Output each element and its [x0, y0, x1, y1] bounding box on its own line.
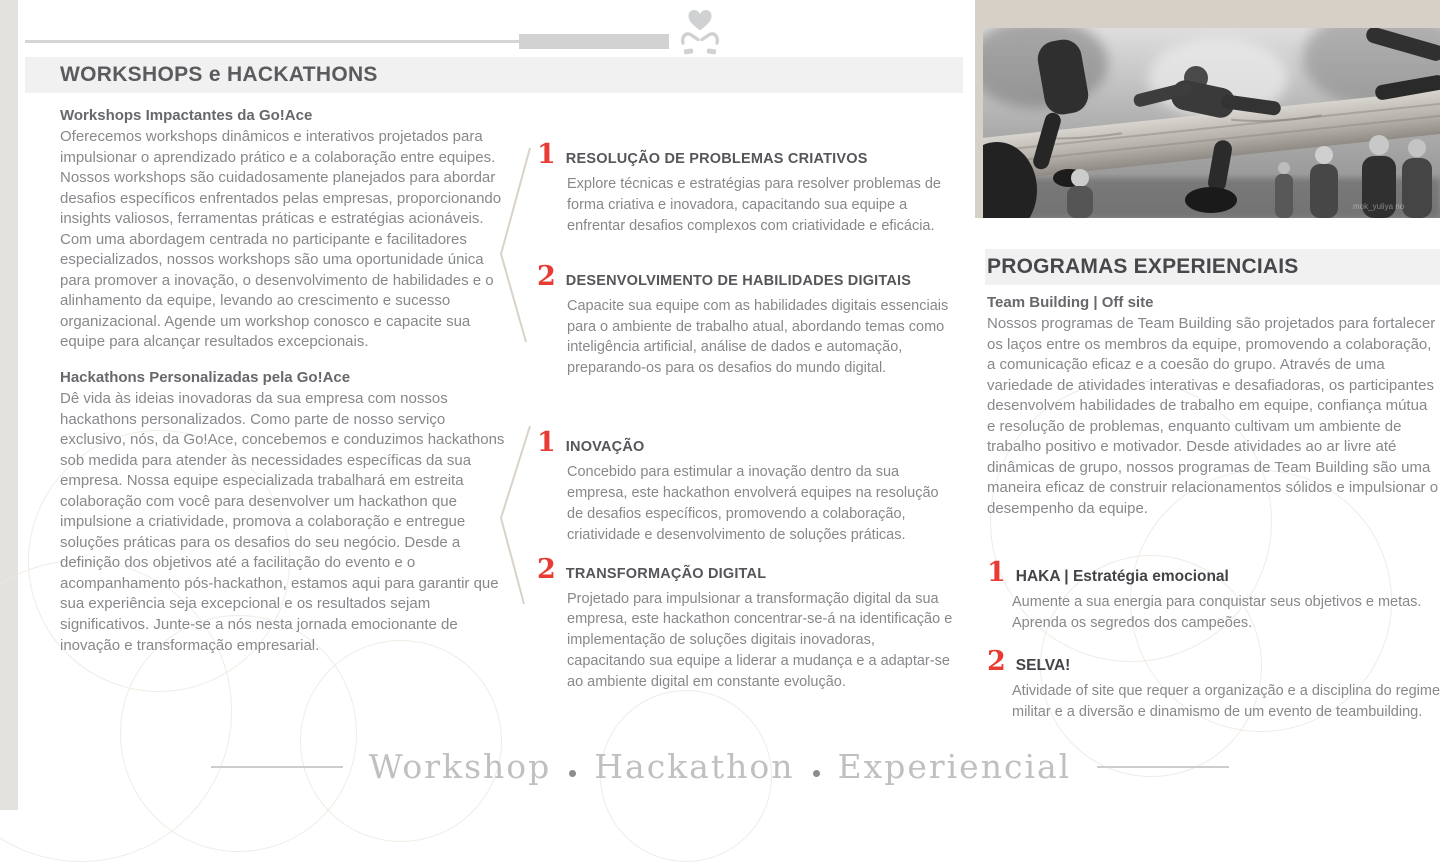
footer-line-right [1097, 766, 1229, 768]
item-title: INOVAÇÃO [565, 439, 645, 455]
footer-word: Hackathon [594, 747, 795, 786]
photo-watermark: mok_yuliya no [1353, 202, 1405, 211]
item-body: Atividade of site que requer a organização e a disciplina do regime militar e a diversão e dinamismo de um evento de teambuilding. [1012, 682, 1440, 720]
footer-line-left [211, 766, 343, 768]
footer [0, 747, 1440, 786]
workshops-title-bar [25, 57, 963, 93]
hackathons-block-body: Dê vida às ideias inovadoras da sua empresa com nossos hackathons personalizados. Como parte de nosso serviço exclusivo, nós, da Go!Ace, concebemos e conduzimos hackathons sob medida para atender às necessidades específicas da sua empresa. Nossa equipe especializada trabalhará em estreita colaboração com você para desenvolver um hackathon que impulsione a criatividade, promova a colaboração e entregue soluções práticas para os desafios do seu negócio. Desde a definição dos objetivos até a facilitação do evento e o acompanhamento pós-hackathon, estamos aqui para garantir que sua experiência seja excepcional e os resultados sejam significativos. Junte-se a nós nesta jornada emocionante de inovação e transformação empresarial. [60, 390, 505, 654]
item-body: Explore técnicas e estratégias para resolver problemas de forma criativa e inovadora, capacitando sua equipe a enfrentar desafios complexos com criatividade e eficácia. [567, 176, 941, 234]
footer-word: Workshop [368, 747, 552, 786]
list-item [537, 429, 957, 546]
experiential-programs-list [987, 559, 1440, 737]
programas-title-bar [985, 249, 1440, 285]
header-accent-bar [519, 34, 669, 49]
teambuilding-heading: Team Building | Off site [987, 294, 1154, 311]
list-item [537, 141, 957, 237]
page-title: WORKSHOPS e HACKATHONS [60, 63, 378, 86]
item-title: HAKA | Estratégia emocional [1015, 568, 1229, 585]
section-title: PROGRAMAS EXPERIENCIAIS [987, 255, 1299, 278]
heart-in-hands-icon [676, 5, 724, 57]
hackathon-topics-list [537, 429, 957, 703]
right-text-column [987, 294, 1439, 535]
teambuilding-photo [983, 28, 1440, 218]
teambuilding-body: Nossos programas de Team Building são projetados para fortalecer os laços entre os membros da equipe, promovendo a colaboração, a comunicação eficaz e a coesão do grupo. Através de uma variedade de atividades interativas e desafiadoras, os participantes desenvolvem habilidades de trabalho em equipe, confiança mútua e resolução de problemas, enquanto cultivam um ambiente de trabalho positivo e motivador. Desde atividades ao ar livre até dinâmicas de grupo, nossos programas de Team Building são uma maneira eficaz de construir relacionamentos sólidos e impulsionar o desempenho da equipe. [987, 315, 1439, 517]
item-body: Aumente a sua energia para conquistar seus objetivos e metas. Aprenda os segredos dos campeões. [1012, 594, 1422, 631]
item-number: 1 [537, 139, 556, 170]
item-number: 2 [537, 553, 556, 585]
item-number: 2 [537, 260, 556, 292]
workshops-block-heading: Workshops Impactantes da Go!Ace [60, 107, 313, 124]
dot-separator [569, 770, 576, 777]
list-item [537, 260, 957, 380]
footer-tagline [369, 747, 1071, 786]
list-item [987, 559, 1440, 634]
item-body: Capacite sua equipe com as habilidades digitais essenciais para o ambiente de trabalho atual, abordando temas como inteligência artificial, análise de dados e automação, preparando-os para os desafios do mundo digital. [567, 297, 949, 377]
item-title: TRANSFORMAÇÃO DIGITAL [565, 565, 767, 582]
list-item [987, 645, 1440, 723]
workshop-topics-list [537, 141, 957, 389]
obstacle-course-photo-illustration [983, 28, 1440, 218]
workshops-block-body: Oferecemos workshops dinâmicos e interativos projetados para impulsionar o aprendizado prático e a colaboração entre equipes. Nossos workshops são cuidadosamente planejados para abordar desafios específicos enfrentados pelas empresas, proporcionando insights valiosos, ferramentas práticas e estratégias acionáveis. Com uma abordagem centrada no participante e facilitadores especializados, nossos workshops são uma oportunidade única para promover a inovação, o desenvolvimento de habilidades e o alinhamento da equipe, levando ao crescimento e sucesso organizacional. Agende um workshop conosco e capacite sua equipe para alcançar resultados excepcionais. [60, 128, 502, 351]
item-title: SELVA! [1015, 656, 1071, 674]
item-number: 1 [537, 427, 556, 458]
item-body: Projetado para impulsionar a transformação digital da sua empresa, este hackathon concentrar-se-á na identificação e implementação de soluções digitais inovadoras, capacitando sua equipe a liderar a mudança e a adaptar-se ao ambiente digital em constante evolução. [567, 590, 953, 690]
photo-panel [975, 0, 1440, 218]
item-title: RESOLUÇÃO DE PROBLEMAS CRIATIVOS [565, 151, 868, 167]
item-number: 2 [987, 645, 1006, 677]
list-item [537, 553, 957, 693]
item-title: DESENVOLVIMENTO DE HABILIDADES DIGITAIS [565, 272, 912, 289]
item-body: Concebido para estimular a inovação dentro da sua empresa, este hackathon envolverá equipes na resolução de desafios específicos, promovendo a colaboração, criatividade e desenvolvimento de soluções práticas. [567, 464, 939, 543]
footer-word: Experiencial [837, 747, 1072, 786]
item-number: 1 [987, 557, 1006, 588]
dot-separator [813, 770, 820, 777]
left-text-column [60, 107, 507, 672]
hackathons-block-heading: Hackathons Personalizadas pela Go!Ace [60, 369, 351, 387]
header-divider-line [25, 40, 519, 43]
